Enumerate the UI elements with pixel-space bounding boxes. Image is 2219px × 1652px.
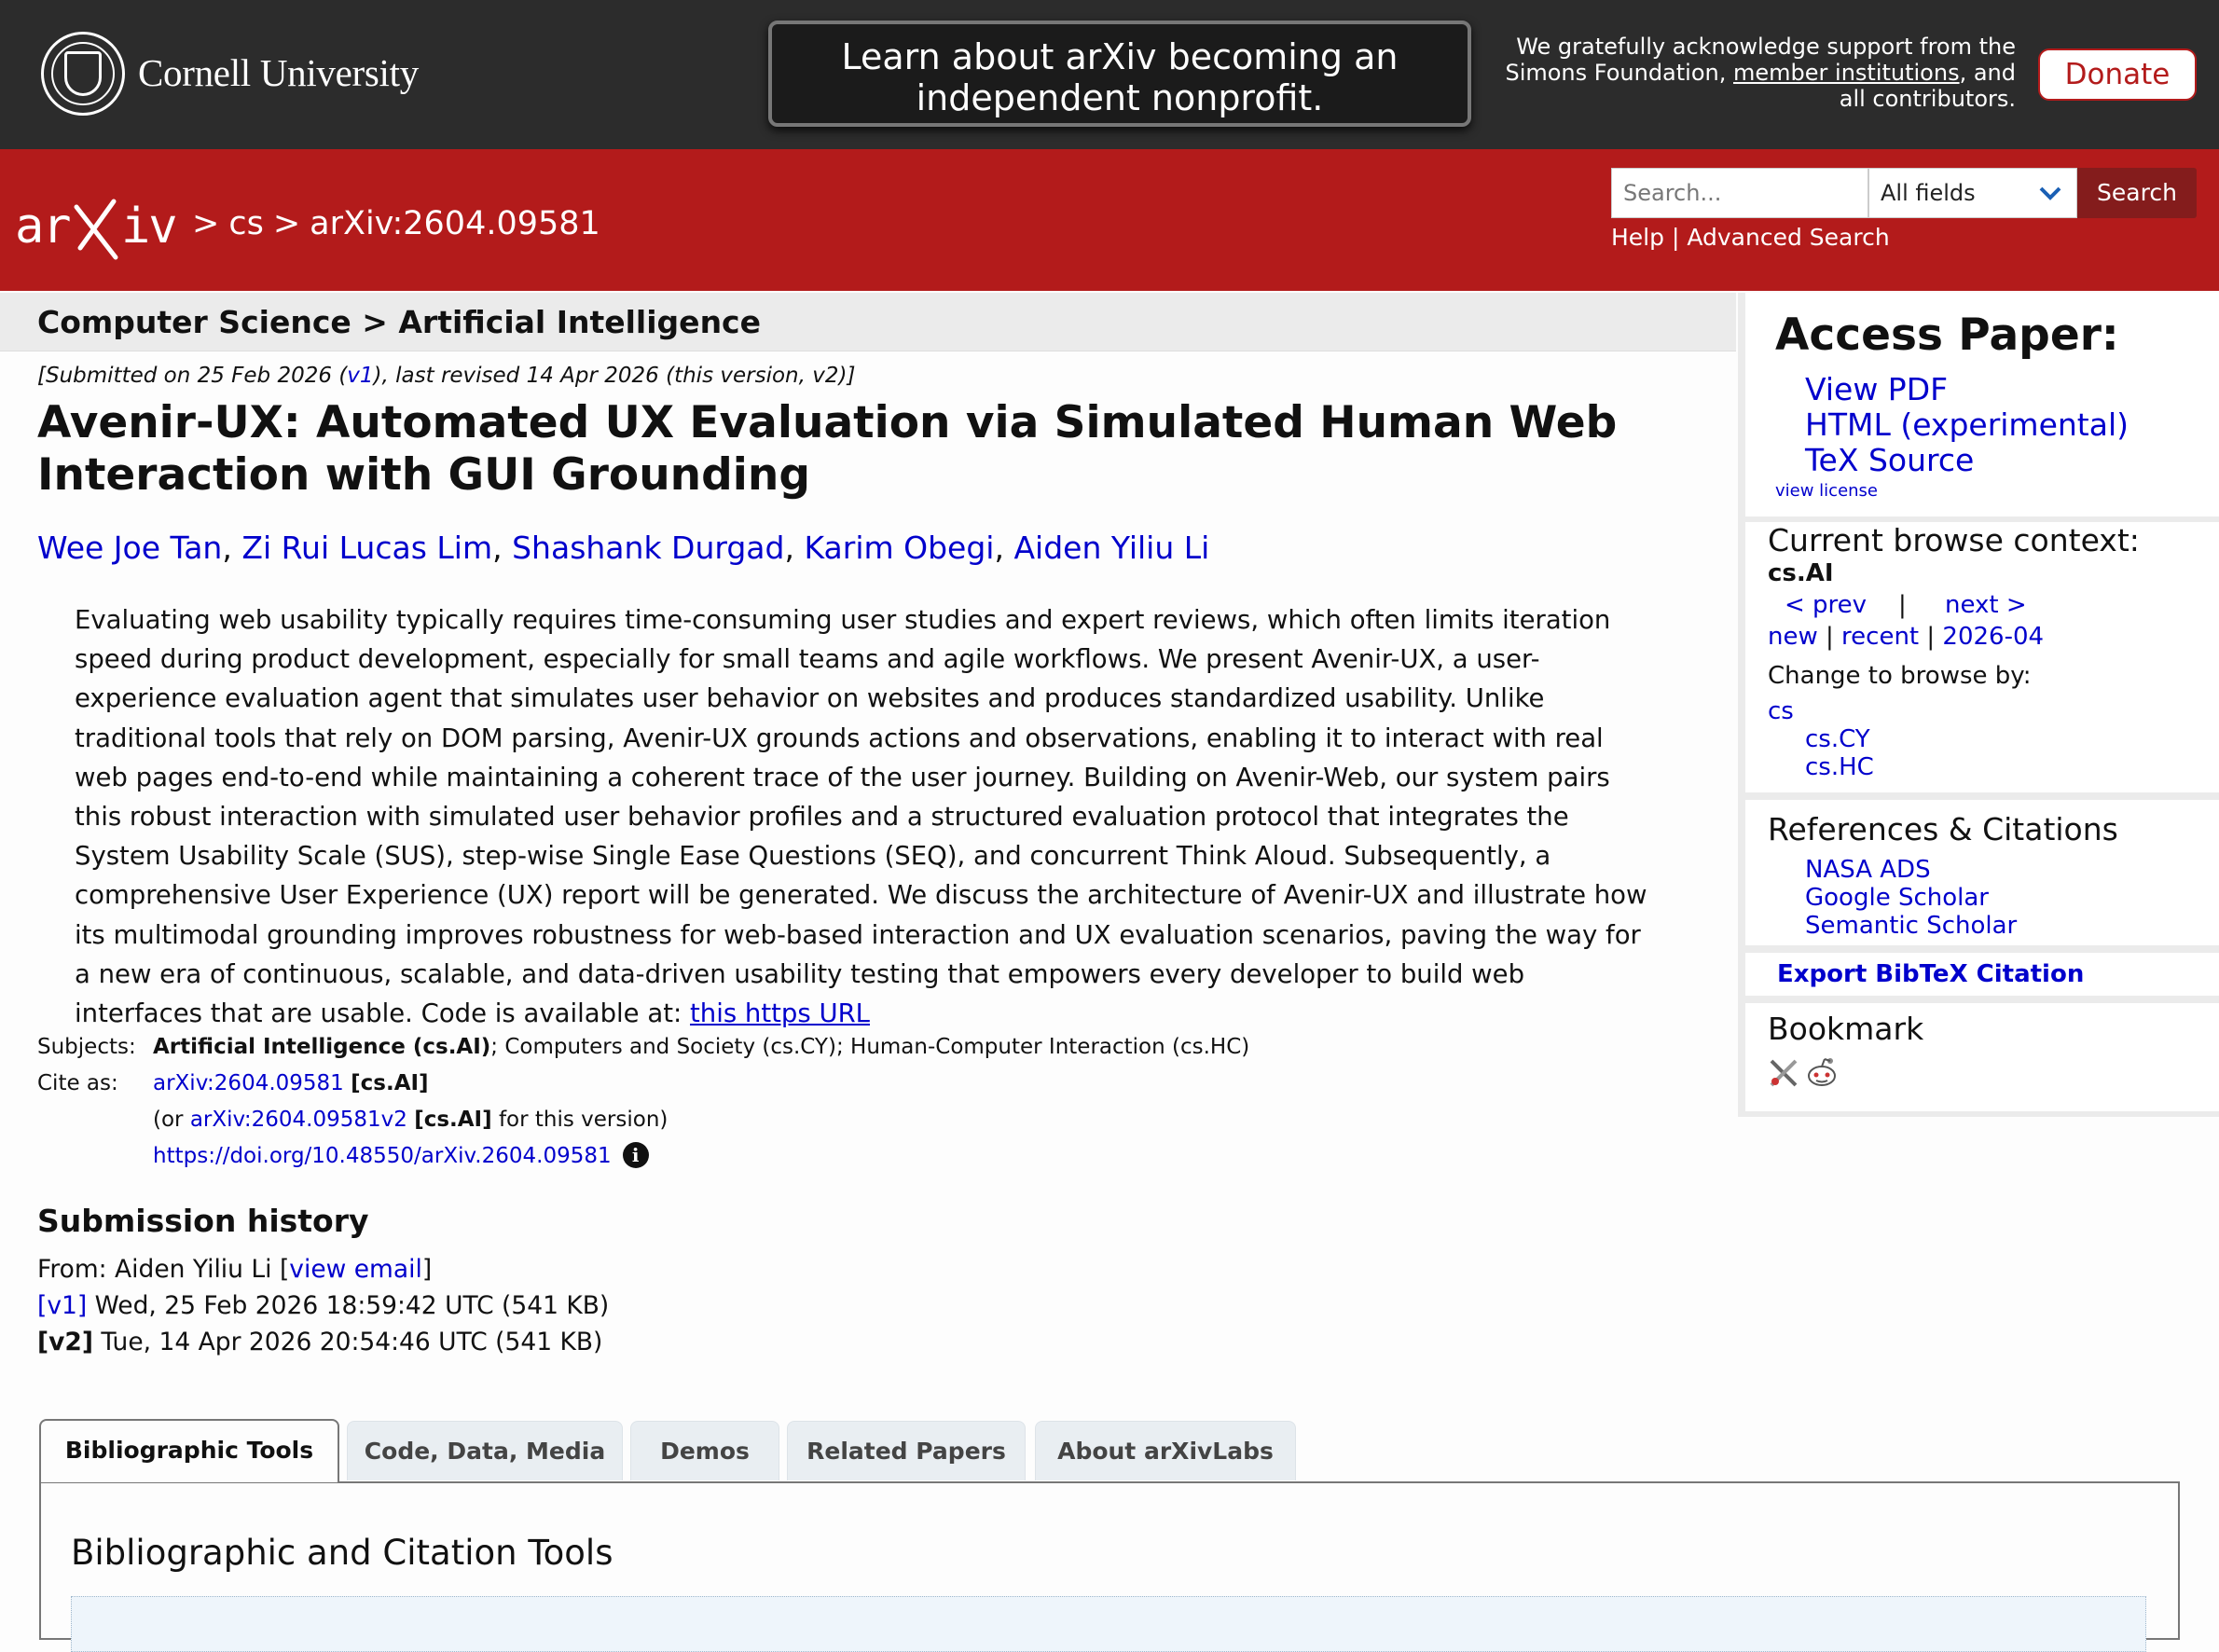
view-email-link[interactable]: view email bbox=[289, 1255, 422, 1284]
other-subjects: ; Computers and Society (cs.CY); Human-Computer Interaction (cs.HC) bbox=[490, 1035, 1250, 1059]
browse-cs-link[interactable]: cs bbox=[1768, 697, 1794, 725]
subject-heading: Computer Science > Artificial Intelligence bbox=[37, 304, 761, 340]
author-link[interactable]: Zi Rui Lucas Lim bbox=[241, 530, 493, 566]
header-help-links bbox=[1611, 224, 1890, 251]
dateline-v1-link[interactable]: v1 bbox=[347, 364, 374, 388]
panel-content-box bbox=[71, 1596, 2146, 1652]
nav-separator: | bbox=[1926, 623, 1936, 651]
tab-about-arxivlabs[interactable]: About arXivLabs bbox=[1035, 1421, 1296, 1480]
search-input[interactable] bbox=[1611, 168, 1868, 218]
tab-related-papers[interactable]: Related Papers bbox=[787, 1421, 1026, 1480]
abstract bbox=[75, 600, 1660, 1033]
cite-version-prefix: (or bbox=[153, 1108, 190, 1132]
support-line-2 bbox=[1482, 60, 2016, 86]
browse-cs-cy-link[interactable]: cs.CY bbox=[1805, 725, 1870, 753]
cite-category: [cs.AI] bbox=[351, 1071, 429, 1095]
author-separator: , bbox=[784, 530, 794, 566]
access-paper-title: Access Paper: bbox=[1775, 310, 2119, 361]
search-field-select[interactable] bbox=[1868, 168, 2077, 218]
abstract-text: Evaluating web usability typically requires time-consuming user studies and expert reviews, which often limits iteration speed during product development, especially for small teams and agile workflows. We present Avenir-UX, a user-experience evaluation agent that simulates user behavior on websites and produces standardized usability. Unlike traditional tools that rely on DOM parsing, Avenir-UX grounds actions and observations, enabling it to interact with real web pages end-to-end while maintaining a coherent trace of the user journey. Building on Avenir-Web, our system pairs this robust interaction with simulated user behavior profiles and a structured evaluation protocol that integrates the System Usability Scale (SUS), step-wise Single Ease Questions (SEQ), and concurrent Think Aloud. Subsequently, a comprehensive User Experience (UX) report will be generated. We discuss the architecture of Avenir-UX and illustrate how its multimodal grounding improves robustness for web-based interaction and UX evaluation scenarios, paving the way for a new era of continuous, scalable, and data-driven usability testing that empowers every developer to build web interfaces that are usable. Code is available at: bbox=[75, 605, 1647, 1029]
html-experimental-link[interactable]: HTML (experimental) bbox=[1805, 406, 2129, 443]
prev-next-separator: | bbox=[1898, 591, 1907, 619]
browse-context-title: Current browse context: bbox=[1768, 522, 2140, 558]
donate-button[interactable]: Donate bbox=[2038, 48, 2197, 101]
nasa-ads-link[interactable]: NASA ADS bbox=[1805, 856, 1931, 884]
subjects-value bbox=[153, 1035, 1249, 1071]
tab-demos[interactable]: Demos bbox=[630, 1421, 779, 1480]
export-bibtex-link[interactable]: Export BibTeX Citation bbox=[1777, 960, 2085, 988]
author-link[interactable]: Wee Joe Tan bbox=[37, 530, 223, 566]
support-line-3: all contributors. bbox=[1839, 86, 2016, 112]
chevron-down-icon bbox=[2037, 180, 2063, 206]
history-v1 bbox=[37, 1287, 609, 1324]
nav-separator: | bbox=[1826, 623, 1834, 651]
support-acknowledgement bbox=[1482, 34, 2016, 112]
cornell-seal-icon[interactable] bbox=[41, 32, 125, 116]
author-link[interactable]: Aiden Yiliu Li bbox=[1013, 530, 1210, 566]
nonprofit-line-2: independent nonprofit. bbox=[916, 77, 1324, 118]
nonprofit-line-1: Learn about arXiv becoming an bbox=[841, 36, 1399, 77]
author-link[interactable]: Karim Obegi bbox=[804, 530, 995, 566]
help-separator: | bbox=[1671, 224, 1680, 251]
author-link[interactable]: Shashank Durgad bbox=[512, 530, 785, 566]
breadcrumb-paper-id: arXiv:2604.09581 bbox=[310, 205, 600, 242]
paper-title: Avenir-UX: Automated UX Evaluation via Simulated Human Web Interaction with GUI Grounding bbox=[37, 397, 1618, 501]
cite-version-category: [cs.AI] bbox=[414, 1108, 492, 1132]
reddit-icon[interactable] bbox=[1805, 1055, 1839, 1089]
support-line-1: We gratefully acknowledge support from the bbox=[1516, 34, 2016, 60]
dateline-suffix: ), last revised 14 Apr 2026 (this version, v2)] bbox=[373, 364, 856, 388]
svg-text:iv: iv bbox=[121, 199, 176, 255]
support-text-prefix: Simons Foundation, bbox=[1505, 60, 1733, 86]
author-separator: , bbox=[492, 530, 503, 566]
help-link[interactable]: Help bbox=[1611, 224, 1664, 251]
semantic-scholar-link[interactable]: Semantic Scholar bbox=[1805, 912, 2018, 940]
svg-text:ar: ar bbox=[15, 199, 70, 255]
cite-label: Cite as: bbox=[37, 1071, 118, 1095]
cite-value bbox=[153, 1071, 1249, 1108]
view-license-link[interactable]: view license bbox=[1775, 481, 1879, 501]
info-icon[interactable]: i bbox=[623, 1142, 649, 1168]
panel-title: Bibliographic and Citation Tools bbox=[71, 1533, 613, 1573]
browse-nav bbox=[1768, 623, 2044, 651]
change-browse-label: Change to browse by: bbox=[1768, 662, 2032, 690]
doi-link[interactable]: https://doi.org/10.48550/arXiv.2604.09581 bbox=[153, 1144, 612, 1168]
recent-link[interactable]: recent bbox=[1841, 623, 1920, 651]
empty-label bbox=[37, 1108, 153, 1144]
advanced-search-link[interactable]: Advanced Search bbox=[1687, 224, 1890, 251]
arxiv-logo[interactable] bbox=[15, 186, 188, 270]
breadcrumb-cs[interactable]: cs bbox=[228, 205, 264, 242]
cornell-university-logo[interactable]: Cornell University bbox=[138, 51, 419, 94]
member-institutions-link[interactable]: member institutions bbox=[1733, 60, 1960, 86]
doi-value bbox=[153, 1144, 1249, 1180]
doi-row bbox=[37, 1144, 1249, 1180]
month-link[interactable]: 2026-04 bbox=[1942, 623, 2045, 651]
history-from bbox=[37, 1251, 609, 1287]
nonprofit-announcement-button[interactable] bbox=[768, 21, 1471, 127]
new-link[interactable]: new bbox=[1768, 623, 1818, 651]
references-title: References & Citations bbox=[1768, 811, 2118, 847]
tab-code-data-media[interactable]: Code, Data, Media bbox=[347, 1421, 623, 1480]
cite-version-row bbox=[37, 1108, 1249, 1144]
cite-version-link[interactable]: arXiv:2604.09581v2 bbox=[189, 1108, 407, 1132]
submission-dateline bbox=[37, 364, 855, 388]
cite-row bbox=[37, 1071, 1249, 1108]
version-v1-date: Wed, 25 Feb 2026 18:59:42 UTC (541 KB) bbox=[87, 1291, 610, 1320]
metadata-table bbox=[37, 1035, 1249, 1180]
history-from-prefix: From: Aiden Yiliu Li [ bbox=[37, 1255, 290, 1284]
dateline-prefix: [Submitted on 25 Feb 2026 ( bbox=[37, 364, 348, 388]
tab-bibliographic-tools[interactable]: Bibliographic Tools bbox=[39, 1419, 339, 1482]
history-v2 bbox=[37, 1324, 609, 1360]
breadcrumb-separator: > bbox=[192, 205, 220, 242]
subjects-row bbox=[37, 1035, 1249, 1071]
history-from-suffix: ] bbox=[421, 1255, 433, 1284]
empty-label bbox=[37, 1144, 153, 1180]
submission-history bbox=[37, 1251, 609, 1360]
author-list bbox=[37, 530, 1209, 566]
author-separator: , bbox=[222, 530, 232, 566]
browse-context-value: cs.AI bbox=[1768, 559, 1834, 587]
subjects-label: Subjects: bbox=[37, 1035, 136, 1059]
next-link[interactable]: next > bbox=[1945, 591, 2027, 619]
bibsonomy-icon[interactable] bbox=[1768, 1057, 1799, 1089]
breadcrumb bbox=[192, 205, 610, 242]
search-field-value: All fields bbox=[1881, 180, 1976, 206]
version-v1-link[interactable]: [v1] bbox=[37, 1291, 88, 1320]
prev-link[interactable]: < prev bbox=[1785, 591, 1868, 619]
version-v2-date: Tue, 14 Apr 2026 20:54:46 UTC (541 KB) bbox=[92, 1328, 603, 1356]
tex-source-link[interactable]: TeX Source bbox=[1805, 442, 1975, 478]
primary-subject: Artificial Intelligence (cs.AI) bbox=[153, 1035, 491, 1059]
submission-history-title: Submission history bbox=[37, 1203, 369, 1239]
view-pdf-link[interactable]: View PDF bbox=[1805, 371, 1949, 407]
cite-id-link[interactable]: arXiv:2604.09581 bbox=[153, 1071, 344, 1095]
bookmark-title: Bookmark bbox=[1768, 1011, 1924, 1047]
cite-version-value bbox=[153, 1108, 1249, 1144]
google-scholar-link[interactable]: Google Scholar bbox=[1805, 884, 1989, 912]
browse-cs-hc-link[interactable]: cs.HC bbox=[1805, 753, 1874, 781]
cite-version-suffix: for this version) bbox=[491, 1108, 668, 1132]
support-text-suffix: , and bbox=[1959, 60, 2016, 86]
breadcrumb-separator: > bbox=[272, 205, 301, 242]
author-separator: , bbox=[994, 530, 1004, 566]
search-button[interactable]: Search bbox=[2077, 168, 2197, 218]
version-v2-label: [v2] bbox=[37, 1328, 93, 1356]
code-url-link[interactable]: this https URL bbox=[690, 998, 870, 1029]
